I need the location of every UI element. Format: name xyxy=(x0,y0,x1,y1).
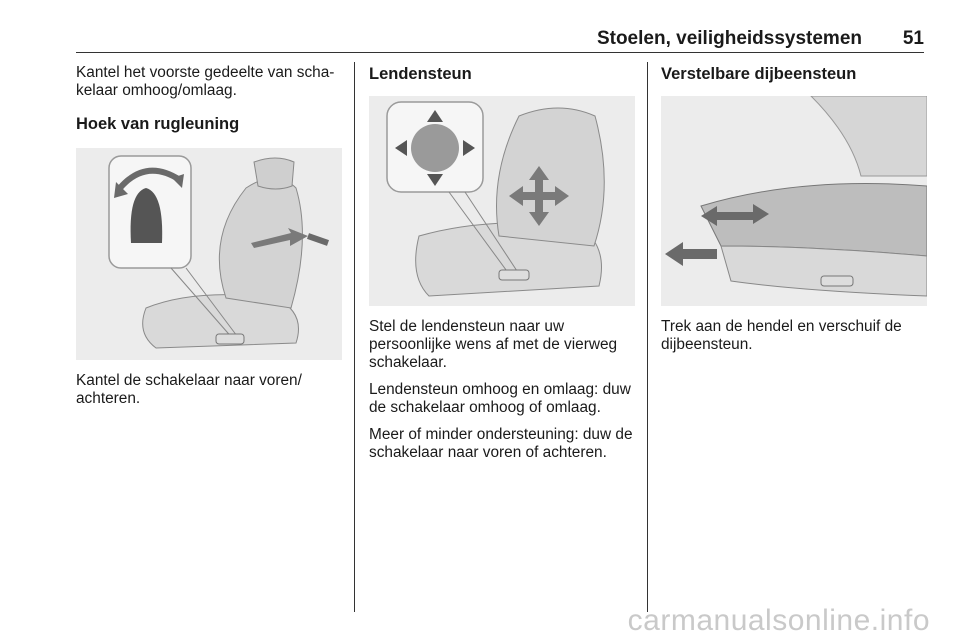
column-2 xyxy=(369,64,635,471)
caption-text: Kantel de schakelaar naar voren/ achteren. xyxy=(76,372,302,407)
heading-backrest-angle: Hoek van rugleuning xyxy=(76,115,240,133)
page-number: 51 xyxy=(902,28,924,49)
paragraph-3: Meer of minder ondersteuning: duw de schakelaar naar voren of achteren. xyxy=(369,426,633,461)
lumbar-illustration xyxy=(369,96,635,306)
column-divider xyxy=(647,62,648,612)
heading-thigh-support: Verstelbare dijbeensteun xyxy=(661,65,857,83)
column-1 xyxy=(76,64,342,417)
intro-text: Kantel het voorste gedeelte van scha-kelaar omhoog/omlaag. xyxy=(76,64,335,99)
paragraph-1: Trek aan de hendel en verschuif de dijbeensteun. xyxy=(661,318,902,353)
heading-lumbar-support: Lendensteun xyxy=(369,65,472,83)
watermark-text: carmanualsonline.info xyxy=(627,604,930,637)
section-title: Stoelen, veiligheidssystemen xyxy=(596,28,862,49)
column-3 xyxy=(661,64,927,363)
paragraph-1: Stel de lendensteun naar uw persoonlijke wens af met de vierweg schakelaar. xyxy=(369,318,618,371)
backrest-illustration xyxy=(76,148,342,360)
page-header xyxy=(76,26,924,53)
thigh-support-illustration xyxy=(661,96,927,306)
column-divider xyxy=(354,62,355,612)
paragraph-2: Lendensteun omhoog en omlaag: duw de schakelaar omhoog of omlaag. xyxy=(369,381,631,416)
